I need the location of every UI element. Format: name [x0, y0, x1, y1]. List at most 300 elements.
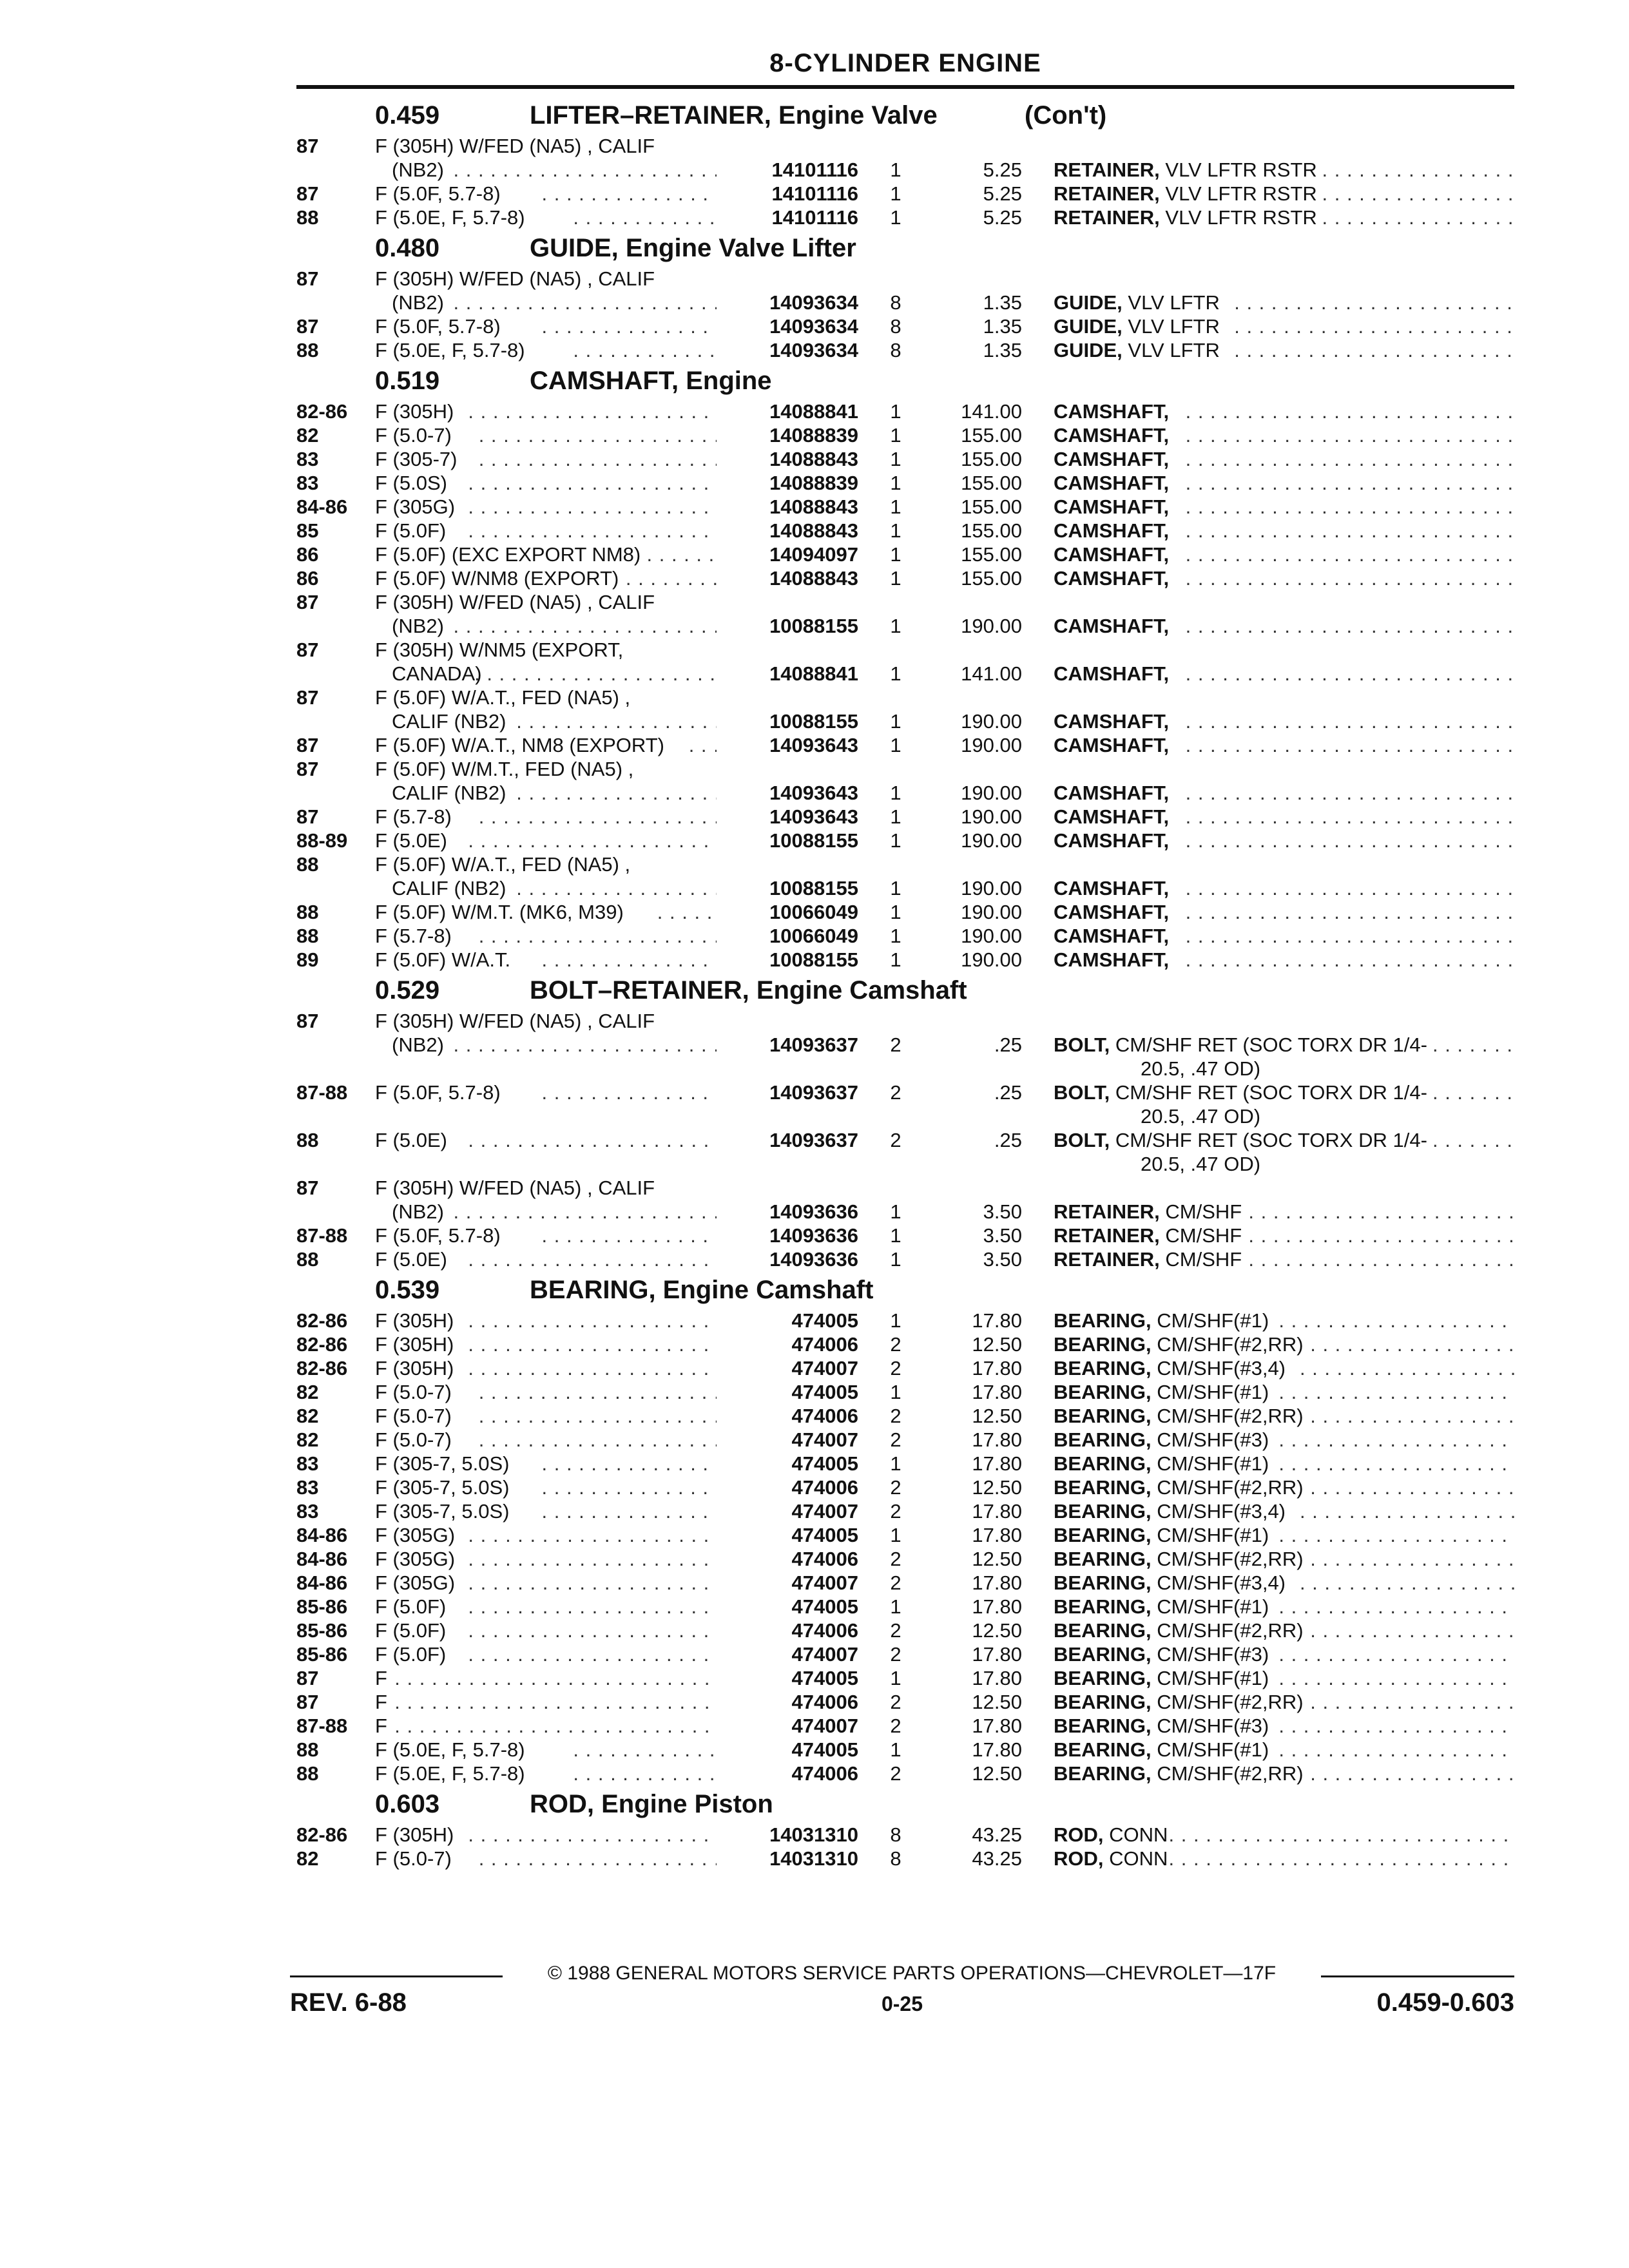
quantity: 1: [890, 877, 901, 899]
price: 17.80: [972, 1595, 1022, 1618]
dot-leader: [1186, 733, 1514, 757]
model-applicability: F (305G): [375, 495, 456, 518]
model-applicability: F (305-7, 5.0S): [375, 1476, 510, 1499]
part-row: [296, 566, 1514, 590]
part-description: [1054, 495, 1169, 519]
part-description: [1054, 1690, 1304, 1714]
dot-leader: [468, 1332, 717, 1356]
dot-leader: [1186, 471, 1514, 495]
part-detail: CM/SHF(#3): [1157, 1643, 1269, 1666]
part-row: [296, 805, 1514, 829]
section-heading: [296, 972, 1514, 1009]
dot-leader: [1278, 1666, 1514, 1690]
part-name: CAMSHAFT,: [1054, 448, 1170, 470]
part-detail: CM/SHF(#2,RR): [1157, 1333, 1304, 1356]
part-row: [296, 900, 1514, 924]
part-description: [1054, 614, 1169, 638]
part-row: [296, 1619, 1514, 1642]
dot-leader: [542, 1475, 717, 1499]
model-years: 88: [296, 339, 319, 361]
model-applicability: F (305H): [375, 1823, 454, 1846]
part-row: [296, 852, 1514, 876]
description-continued-row: [296, 1057, 1514, 1081]
part-row: [296, 1428, 1514, 1452]
part-detail: CONN: [1109, 1847, 1168, 1870]
section-heading: [296, 1271, 1514, 1309]
part-number: 14101116: [771, 182, 858, 205]
model-applicability: F (5.0-7): [375, 1405, 452, 1427]
part-detail: VLV LFTR RSTR: [1165, 206, 1317, 229]
model-years: 82-86: [296, 1309, 348, 1332]
part-name: BEARING,: [1054, 1643, 1152, 1666]
part-name: CAMSHAFT,: [1054, 805, 1170, 828]
dot-leader: [1310, 1404, 1514, 1428]
section-title: LIFTER–RETAINER, Engine Valve: [530, 101, 938, 130]
part-name: BEARING,: [1054, 1333, 1152, 1356]
model-applicability: F (5.0F) W/A.T., FED (NA5) ,: [375, 686, 631, 709]
part-number: 474005: [791, 1595, 858, 1618]
model-applicability: F (5.0F) W/A.T., NM8 (EXPORT): [375, 734, 664, 756]
price: 12.50: [972, 1476, 1022, 1499]
part-row: [296, 1595, 1514, 1619]
model-applicability-continued: (NB2): [392, 159, 444, 181]
part-name: BEARING,: [1054, 1548, 1152, 1570]
price: 190.00: [961, 710, 1022, 733]
part-row: [296, 1452, 1514, 1475]
quantity: 1: [890, 1381, 901, 1403]
section-title: CAMSHAFT, Engine: [530, 367, 772, 395]
part-row: [296, 1642, 1514, 1666]
part-row: [296, 1762, 1514, 1785]
model-years: 87: [296, 1691, 319, 1713]
part-description: [1054, 900, 1169, 924]
section-title: BOLT–RETAINER, Engine Camshaft: [530, 976, 967, 1004]
part-detail: CM/SHF: [1165, 1224, 1242, 1247]
dot-leader: [1248, 1247, 1514, 1271]
section-code: 0.539: [375, 1276, 440, 1304]
part-number: 14093634: [769, 291, 858, 314]
model-years: 88: [296, 925, 319, 947]
dot-leader: [689, 733, 717, 757]
dot-leader: [1248, 1224, 1514, 1247]
model-years: 85: [296, 519, 319, 542]
part-number: 14088843: [769, 567, 858, 590]
model-years: 87-88: [296, 1081, 348, 1104]
model-years: 87: [296, 1177, 319, 1199]
dot-leader: [468, 399, 717, 423]
part-name: CAMSHAFT,: [1054, 901, 1170, 923]
part-row-continued: [296, 781, 1514, 805]
part-row: [296, 757, 1514, 781]
price: 12.50: [972, 1691, 1022, 1713]
model-applicability: F: [375, 1715, 387, 1737]
part-row: [296, 1247, 1514, 1271]
page-footer: [290, 1959, 1514, 2030]
quantity: 8: [890, 1823, 901, 1846]
part-name: GUIDE,: [1054, 291, 1123, 314]
part-detail: CM/SHF RET (SOC TORX DR 1/4-: [1115, 1081, 1427, 1104]
quantity: 8: [890, 291, 901, 314]
description-continued: 20.5, .47 OD): [1141, 1105, 1261, 1128]
model-applicability: F (305H): [375, 400, 454, 423]
price: 155.00: [961, 448, 1022, 470]
part-row: [296, 1224, 1514, 1247]
price: 1.35: [983, 315, 1022, 338]
part-number: 14093636: [769, 1224, 858, 1247]
price: 17.80: [972, 1715, 1022, 1737]
dot-leader: [468, 1571, 717, 1595]
dot-leader: [468, 1823, 717, 1847]
dot-leader: [1310, 1332, 1514, 1356]
dot-leader: [1186, 543, 1514, 566]
model-applicability: F (5.0-7): [375, 1428, 452, 1451]
dot-leader: [454, 158, 717, 182]
part-description: [1054, 1033, 1427, 1057]
part-description: [1054, 182, 1317, 206]
dot-leader: [474, 662, 717, 686]
price: 155.00: [961, 543, 1022, 566]
part-description: [1054, 1619, 1304, 1642]
model-applicability-continued: CALIF (NB2): [392, 782, 506, 804]
model-applicability: F (5.0E): [375, 1129, 447, 1151]
part-detail: CM/SHF(#3): [1157, 1428, 1269, 1451]
dot-leader: [1322, 206, 1514, 229]
model-applicability: F (5.0F) (EXC EXPORT NM8): [375, 543, 641, 566]
part-number: 474007: [791, 1357, 858, 1379]
part-description: [1054, 1738, 1269, 1762]
part-name: CAMSHAFT,: [1054, 710, 1170, 733]
part-number: 474006: [791, 1691, 858, 1713]
dot-leader: [1310, 1762, 1514, 1785]
model-applicability: F (5.0F): [375, 1643, 447, 1666]
quantity: 1: [890, 615, 901, 637]
dot-leader: [542, 1224, 717, 1247]
part-description: [1054, 1200, 1242, 1224]
price: 12.50: [972, 1548, 1022, 1570]
part-description: [1054, 1356, 1286, 1380]
price: 17.80: [972, 1738, 1022, 1761]
part-number: 14093637: [769, 1129, 858, 1151]
part-row: [296, 924, 1514, 948]
model-years: 88: [296, 1129, 319, 1151]
part-detail: CM/SHF(#1): [1157, 1595, 1269, 1618]
quantity: 1: [890, 159, 901, 181]
quantity: 2: [890, 1643, 901, 1666]
quantity: 1: [890, 901, 901, 923]
model-applicability: F (5.0F): [375, 519, 447, 542]
dot-leader: [454, 1200, 717, 1224]
model-applicability-continued: CALIF (NB2): [392, 877, 506, 899]
section-title: GUIDE, Engine Valve Lifter: [530, 234, 856, 262]
price: 141.00: [961, 662, 1022, 685]
part-name: BEARING,: [1054, 1667, 1152, 1689]
part-row: [296, 1571, 1514, 1595]
model-applicability: F (305H) W/FED (NA5) , CALIF: [375, 591, 655, 613]
part-detail: CM/SHF RET (SOC TORX DR 1/4-: [1115, 1129, 1427, 1151]
dot-leader: [516, 709, 717, 733]
part-description: [1054, 924, 1169, 948]
part-description: [1054, 1081, 1427, 1104]
part-number: 474005: [791, 1381, 858, 1403]
part-description: [1054, 1380, 1269, 1404]
part-detail: CM/SHF(#2,RR): [1157, 1762, 1304, 1785]
model-applicability-continued: CANADA): [392, 662, 482, 685]
price: 190.00: [961, 901, 1022, 923]
quantity: 1: [890, 1309, 901, 1332]
part-name: CAMSHAFT,: [1054, 948, 1170, 971]
model-years: 85-86: [296, 1643, 348, 1666]
part-row-continued: [296, 1200, 1514, 1224]
dot-leader: [468, 1619, 717, 1642]
dot-leader: [1186, 399, 1514, 423]
model-years: 88: [296, 1738, 319, 1761]
model-years: 82-86: [296, 400, 348, 423]
dot-leader: [1186, 614, 1514, 638]
dot-leader: [1186, 709, 1514, 733]
description-continued: 20.5, .47 OD): [1141, 1057, 1261, 1080]
price: 155.00: [961, 567, 1022, 590]
price: 3.50: [983, 1224, 1022, 1247]
section-code: 0.480: [375, 234, 440, 262]
dot-leader: [479, 1847, 717, 1870]
model-years: 86: [296, 543, 319, 566]
part-name: CAMSHAFT,: [1054, 400, 1170, 423]
part-description: [1054, 566, 1169, 590]
model-years: 83: [296, 448, 319, 470]
dot-leader: [1186, 924, 1514, 948]
model-applicability: F (305-7, 5.0S): [375, 1500, 510, 1523]
model-applicability: F (305H): [375, 1333, 454, 1356]
part-name: BEARING,: [1054, 1571, 1152, 1594]
part-number: 14101116: [771, 206, 858, 229]
price: .25: [994, 1033, 1022, 1056]
quantity: 2: [890, 1357, 901, 1379]
part-number: 474007: [791, 1571, 858, 1594]
part-name: CAMSHAFT,: [1054, 472, 1170, 494]
model-applicability-continued: (NB2): [392, 1033, 444, 1056]
dot-leader: [468, 1128, 717, 1152]
dot-leader: [1186, 781, 1514, 805]
price: 17.80: [972, 1428, 1022, 1451]
part-description: [1054, 876, 1169, 900]
part-number: 14093634: [769, 339, 858, 361]
part-description: [1054, 1547, 1304, 1571]
dot-leader: [1234, 291, 1514, 314]
part-description: [1054, 1714, 1269, 1738]
part-description: [1054, 1309, 1269, 1332]
part-number: 474006: [791, 1476, 858, 1499]
section-heading: [296, 1785, 1514, 1823]
part-row: [296, 1690, 1514, 1714]
dot-leader: [394, 1714, 717, 1738]
quantity: 1: [890, 925, 901, 947]
part-row-continued: [296, 662, 1514, 686]
part-row: [296, 495, 1514, 519]
part-name: RETAINER,: [1054, 1224, 1160, 1247]
model-years: 84-86: [296, 1524, 348, 1546]
model-applicability: F (5.0F): [375, 1595, 447, 1618]
dot-leader: [1322, 158, 1514, 182]
part-detail: CM/SHF(#3,4): [1157, 1500, 1286, 1523]
part-description: [1054, 805, 1169, 829]
quantity: 1: [890, 1452, 901, 1475]
footer-page-number: 0-25: [881, 1992, 923, 2015]
model-applicability: F (5.0-7): [375, 424, 452, 447]
model-years: 86: [296, 567, 319, 590]
quantity: 1: [890, 448, 901, 470]
model-applicability-continued: (NB2): [392, 1200, 444, 1223]
part-description: [1054, 543, 1169, 566]
part-number: 10088155: [769, 615, 858, 637]
section-continued: (Con't): [1025, 101, 1107, 130]
dot-leader: [1322, 182, 1514, 206]
quantity: 1: [890, 1224, 901, 1247]
part-name: BEARING,: [1054, 1595, 1152, 1618]
part-row: [296, 1309, 1514, 1332]
footer-revision: REV. 6-88: [290, 1988, 407, 2017]
price: 43.25: [972, 1823, 1022, 1846]
part-description: [1054, 1595, 1269, 1619]
price: 190.00: [961, 615, 1022, 637]
model-years: 88: [296, 853, 319, 876]
model-years: 88: [296, 901, 319, 923]
part-detail: VLV LFTR: [1128, 291, 1220, 314]
part-number: 14093634: [769, 315, 858, 338]
section-heading: [296, 229, 1514, 267]
part-detail: CM/SHF(#3): [1157, 1715, 1269, 1737]
model-applicability: F (5.0F) W/M.T., FED (NA5) ,: [375, 758, 634, 780]
part-number: 14031310: [769, 1823, 858, 1846]
dot-leader: [1186, 566, 1514, 590]
part-name: ROD,: [1054, 1823, 1104, 1846]
price: 190.00: [961, 782, 1022, 804]
model-applicability: F (5.0-7): [375, 1847, 452, 1870]
part-row: [296, 1847, 1514, 1870]
part-number: 474005: [791, 1524, 858, 1546]
part-row-continued: [296, 876, 1514, 900]
part-detail: CM/SHF(#1): [1157, 1381, 1269, 1403]
price: 12.50: [972, 1405, 1022, 1427]
model-applicability: F (305H) W/FED (NA5) , CALIF: [375, 1010, 655, 1032]
model-years: 84-86: [296, 1548, 348, 1570]
dot-leader: [1432, 1033, 1514, 1057]
part-description: [1054, 1475, 1304, 1499]
part-number: 14088839: [769, 472, 858, 494]
part-detail: CM/SHF(#1): [1157, 1309, 1269, 1332]
model-years: 82: [296, 1847, 319, 1870]
part-name: BEARING,: [1054, 1715, 1152, 1737]
part-number: 14088839: [769, 424, 858, 447]
dot-leader: [542, 1452, 717, 1475]
dot-leader: [454, 291, 717, 314]
part-detail: CM/SHF(#1): [1157, 1738, 1269, 1761]
part-description: [1054, 291, 1220, 314]
model-applicability: F (305H) W/NM5 (EXPORT,: [375, 639, 624, 661]
part-row: [296, 267, 1514, 291]
part-description: [1054, 662, 1169, 686]
part-row: [296, 338, 1514, 362]
dot-leader: [1186, 829, 1514, 852]
model-years: 82: [296, 1381, 319, 1403]
quantity: 1: [890, 543, 901, 566]
part-row: [296, 1404, 1514, 1428]
model-years: 87: [296, 182, 319, 205]
part-description: [1054, 471, 1169, 495]
quantity: 1: [890, 1524, 901, 1546]
model-years: 87: [296, 135, 319, 157]
quantity: 1: [890, 1667, 901, 1689]
part-detail: VLV LFTR: [1128, 339, 1220, 361]
part-name: BEARING,: [1054, 1738, 1152, 1761]
part-number: 474006: [791, 1548, 858, 1570]
dot-leader: [1169, 1847, 1514, 1870]
dot-leader: [1300, 1499, 1514, 1523]
model-years: 84-86: [296, 495, 348, 518]
part-detail: VLV LFTR RSTR: [1165, 182, 1317, 205]
dot-leader: [573, 1762, 717, 1785]
model-applicability: F (305H) W/FED (NA5) , CALIF: [375, 1177, 655, 1199]
section-code: 0.529: [375, 976, 440, 1004]
part-row: [296, 733, 1514, 757]
price: 155.00: [961, 424, 1022, 447]
part-number: 474006: [791, 1405, 858, 1427]
part-row: [296, 1738, 1514, 1762]
part-name: BEARING,: [1054, 1619, 1152, 1642]
model-years: 82-86: [296, 1333, 348, 1356]
part-description: [1054, 1452, 1269, 1475]
part-description: [1054, 447, 1169, 471]
dot-leader: [542, 182, 717, 206]
price: 190.00: [961, 829, 1022, 852]
part-number: 14093636: [769, 1200, 858, 1223]
quantity: 2: [890, 1500, 901, 1523]
price: .25: [994, 1081, 1022, 1104]
part-name: BEARING,: [1054, 1405, 1152, 1427]
part-number: 14093643: [769, 734, 858, 756]
price: 141.00: [961, 400, 1022, 423]
model-years: 82: [296, 1428, 319, 1451]
dot-leader: [468, 495, 717, 519]
part-name: BEARING,: [1054, 1452, 1152, 1475]
quantity: 1: [890, 1738, 901, 1761]
dot-leader: [394, 1690, 717, 1714]
dot-leader: [1432, 1081, 1514, 1104]
dot-leader: [1278, 1714, 1514, 1738]
quantity: 2: [890, 1428, 901, 1451]
price: 1.35: [983, 291, 1022, 314]
part-description: [1054, 1404, 1304, 1428]
part-name: CAMSHAFT,: [1054, 567, 1170, 590]
part-description: [1054, 1762, 1304, 1785]
part-row: [296, 1081, 1514, 1104]
model-years: 87: [296, 734, 319, 756]
price: 190.00: [961, 877, 1022, 899]
part-number: 14101116: [771, 159, 858, 181]
price: 17.80: [972, 1452, 1022, 1475]
price: 12.50: [972, 1619, 1022, 1642]
model-applicability-continued: (NB2): [392, 615, 444, 637]
model-years: 83: [296, 1500, 319, 1523]
dot-leader: [1186, 805, 1514, 829]
dot-leader: [542, 948, 717, 972]
dot-leader: [468, 1642, 717, 1666]
part-detail: CM/SHF(#1): [1157, 1524, 1269, 1546]
model-years: 83: [296, 1452, 319, 1475]
section-heading: [296, 97, 1514, 134]
model-applicability: F (5.0E, F, 5.7-8): [375, 1762, 525, 1785]
part-description: [1054, 314, 1220, 338]
model-years: 85-86: [296, 1595, 348, 1618]
